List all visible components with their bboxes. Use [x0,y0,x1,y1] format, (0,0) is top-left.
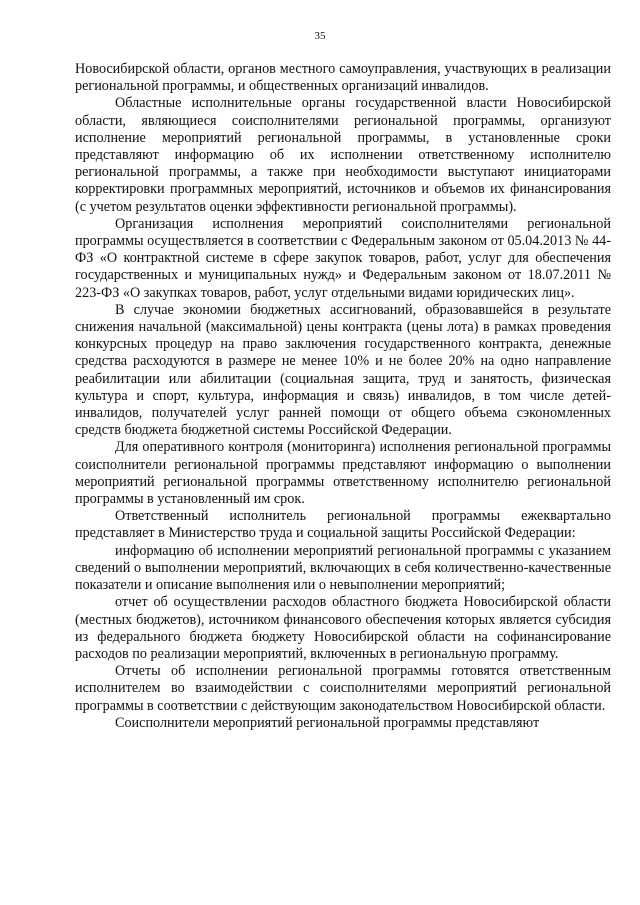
paragraph: Областные исполнительные органы государственной власти Новосибирской области, являющиеся соисполнителями региональной программы, организуют исполнение мероприятий региональной программы, в установленные сроки представляют информацию об их исполнении ответственному исполнителю региональной программы, а также при необходимости выступают инициаторами корректировки программных мероприятий, источников и объемов их финансирования (с учетом результатов оценки эффективности региональной программы). [75,95,611,215]
paragraph: отчет об осуществлении расходов областного бюджета Новосибирской области (местных бюджетов), источником финансового обеспечения которых является субсидия из федерального бюджета бюджету Новосибирской области на софинансирование расходов по реализации мероприятий, включенных в региональную программу. [75,594,611,662]
paragraph: Ответственный исполнитель региональной программы ежеквартально представляет в Министерство труда и социальной защиты Российской Федерации: [75,508,611,542]
paragraph: Для оперативного контроля (мониторинга) исполнения региональной программы соисполнители региональной программы представляют информацию о выполнении мероприятий региональной программы ответственному исполнителю региональной программы в установленный им срок. [75,439,611,508]
paragraph: Новосибирской области, органов местного самоуправления, участвующих в реализации региональной программы, и общественных организаций инвалидов. [75,61,611,95]
paragraph: информацию об исполнении мероприятий региональной программы с указанием сведений о выполнении мероприятий, включающих в себя количественно-качественные показатели и описание выполнения или о невыполнении мероприятий; [75,542,611,594]
paragraph: Отчеты об исполнении региональной программы готовятся ответственным исполнителем во взаимодействии с соисполнителями мероприятий региональной программы в соответствии с действующим законодательством Новосибирской области. [75,663,611,714]
paragraph: Соисполнители мероприятий региональной программы представляют [115,714,540,731]
paragraph: Организация исполнения мероприятий соисполнителями региональной программы осуществляется в соответствии с Федеральным законом от 05.04.2013 № 44-ФЗ «О контрактной системе в сфере закупок товаров, работ, услуг для обеспечения государственных и муниципальных нужд» и Федеральным законом от 18.07.2011 № 223-ФЗ «О закупках товаров, работ, услуг отдельными видами юридических лиц». [75,215,611,301]
document-body [75,61,611,732]
paragraph: В случае экономии бюджетных ассигнований, образовавшейся в результате снижения начальной (максимальной) цены контракта (цены лота) в рамках проведения конкурсных процедур на право заключения государственного контракта, денежные средства расходуются в размере не менее 10% и не более 20% на одно направление реабилитации или абилитации (социальная защита, труд и занятость, физическая культура и спорт, культура, информация и связь) инвалидов, в том числе детей-инвалидов, получателей услуг ранней помощи от общего объема сэкономленных средств бюджета бюджетной системы Российской Федерации. [75,301,611,439]
page-number: 35 [314,30,326,42]
